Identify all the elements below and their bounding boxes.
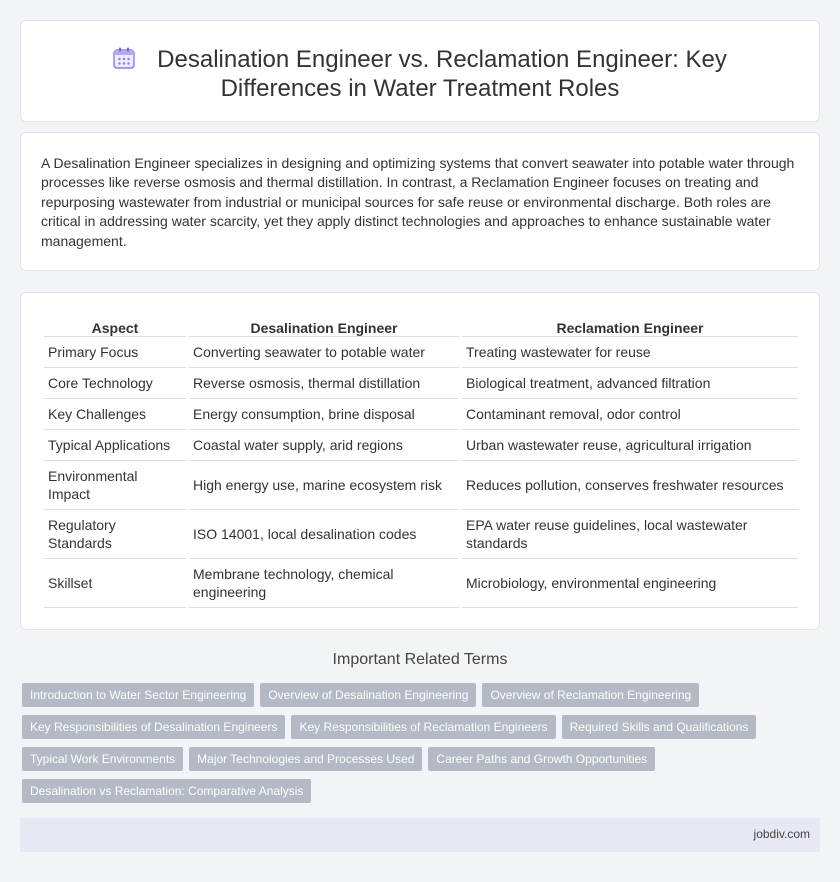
- header-desalination: Desalination Engineer: [189, 315, 459, 337]
- row-aspect: Core Technology: [44, 368, 186, 399]
- related-terms-title: Important Related Terms: [332, 651, 508, 668]
- row-reclamation: EPA water reuse guidelines, local wastewater standards: [462, 510, 798, 559]
- row-reclamation: Biological treatment, advanced filtration: [462, 368, 798, 399]
- page-title: Desalination Engineer vs. Reclamation Engineer: Key Differences in Water Treatment Roles: [157, 46, 727, 102]
- row-aspect: Typical Applications: [44, 430, 186, 461]
- related-term-tag[interactable]: Overview of Reclamation Engineering: [482, 683, 699, 707]
- table-row: [44, 337, 798, 368]
- related-term-tag[interactable]: Required Skills and Qualifications: [562, 715, 757, 739]
- row-desalination: Reverse osmosis, thermal distillation: [189, 368, 459, 399]
- row-aspect: Regulatory Standards: [44, 510, 186, 559]
- row-reclamation: Urban wastewater reuse, agricultural irrigation: [462, 430, 798, 461]
- related-term-tag[interactable]: Desalination vs Reclamation: Comparative Analysis: [22, 779, 311, 803]
- table-row: [44, 430, 798, 461]
- row-aspect: Skillset: [44, 559, 186, 608]
- page-title-row: [21, 45, 819, 103]
- table-row: [44, 559, 798, 608]
- footer: [20, 818, 820, 852]
- intro-card: [20, 132, 820, 271]
- table-row: [44, 399, 798, 430]
- row-desalination: Membrane technology, chemical engineering: [189, 559, 459, 608]
- row-reclamation: Reduces pollution, conserves freshwater resources: [462, 461, 798, 510]
- related-term-tag[interactable]: Typical Work Environments: [22, 747, 183, 771]
- header-reclamation: Reclamation Engineer: [462, 315, 798, 337]
- table-row: [44, 510, 798, 559]
- related-term-tag[interactable]: Career Paths and Growth Opportunities: [428, 747, 655, 771]
- row-aspect: Primary Focus: [44, 337, 186, 368]
- calendar-icon: [113, 47, 135, 69]
- row-reclamation: Microbiology, environmental engineering: [462, 559, 798, 608]
- header-aspect: Aspect: [44, 315, 186, 337]
- related-term-tag[interactable]: Introduction to Water Sector Engineering: [22, 683, 254, 707]
- row-aspect: Key Challenges: [44, 399, 186, 430]
- table-row: [44, 368, 798, 399]
- row-desalination: Coastal water supply, arid regions: [189, 430, 459, 461]
- related-term-tag[interactable]: Overview of Desalination Engineering: [260, 683, 476, 707]
- related-term-tag[interactable]: Key Responsibilities of Reclamation Engineers: [291, 715, 555, 739]
- row-reclamation: Contaminant removal, odor control: [462, 399, 798, 430]
- related-term-tag[interactable]: Key Responsibilities of Desalination Engineers: [22, 715, 285, 739]
- related-term-tag[interactable]: Major Technologies and Processes Used: [189, 747, 422, 771]
- row-desalination: Energy consumption, brine disposal: [189, 399, 459, 430]
- row-desalination: High energy use, marine ecosystem risk: [189, 461, 459, 510]
- table-header-row: [44, 315, 798, 337]
- comparison-table: [41, 315, 801, 608]
- title-card: [20, 20, 820, 122]
- row-desalination: Converting seawater to potable water: [189, 337, 459, 368]
- row-reclamation: Treating wastewater for reuse: [462, 337, 798, 368]
- intro-paragraph: A Desalination Engineer specializes in designing and optimizing systems that convert seawater into potable water through processes like reverse osmosis and thermal distillation. In contrast, a Reclamation Engineer focuses on treating and repurposing wastewater from industrial or municipal sources for safe reuse or environmental discharge. Both roles are critical in addressing water scarcity, yet they apply distinct technologies and approaches to enhance sustainable water management.: [41, 155, 795, 249]
- row-aspect: Environmental Impact: [44, 461, 186, 510]
- related-terms-list: [22, 683, 812, 803]
- row-desalination: ISO 14001, local desalination codes: [189, 510, 459, 559]
- table-row: [44, 461, 798, 510]
- footer-site-link[interactable]: jobdiv.com: [753, 827, 810, 841]
- comparison-card: [20, 292, 820, 630]
